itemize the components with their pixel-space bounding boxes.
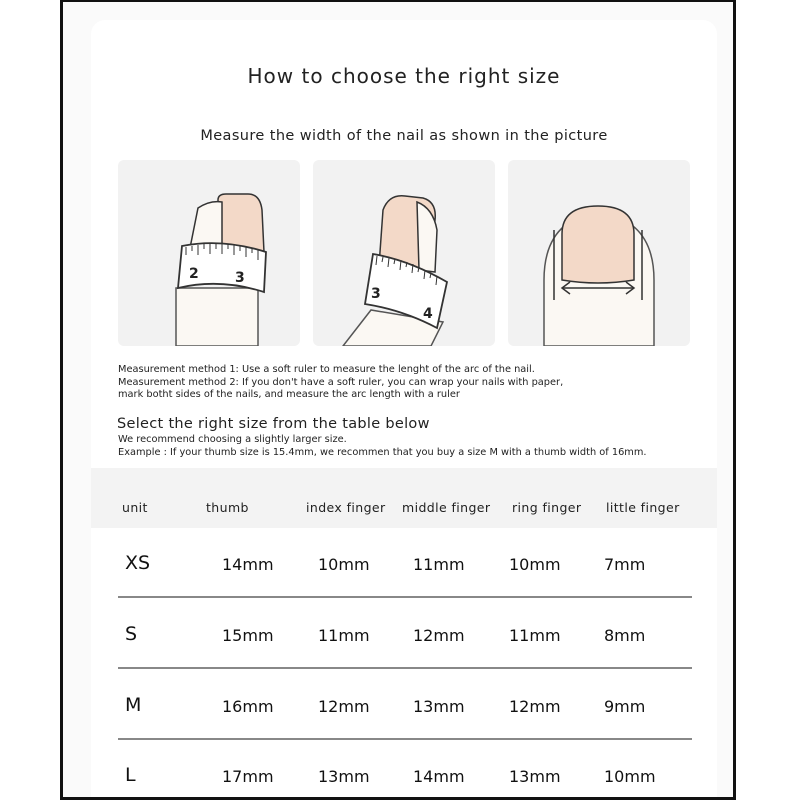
size-label-s: S — [125, 623, 138, 645]
page-title: How to choose the right size — [247, 64, 561, 88]
size-table-header-bg — [91, 468, 717, 528]
table-cell: 12mm — [413, 626, 465, 645]
table-cell: 15mm — [222, 626, 274, 645]
ruler-number-label: 3 — [235, 270, 245, 286]
size-label-l: L — [125, 764, 136, 786]
table-cell: 12mm — [318, 697, 370, 716]
table-cell: 11mm — [413, 555, 465, 574]
page-subtitle: Measure the width of the nail as shown in the picture — [200, 128, 608, 144]
size-label-m: M — [125, 694, 142, 716]
illustration-nail-width — [508, 160, 690, 346]
method-line: Measurement method 2: If you don't have a soft ruler, you can wrap your nails with paper, — [118, 376, 564, 388]
size-label-xs: XS — [125, 552, 151, 574]
size-guide-card — [91, 20, 717, 800]
header-little-finger: little finger — [606, 500, 680, 515]
header-ring-finger: ring finger — [512, 500, 582, 515]
recommendation-text — [118, 434, 647, 459]
table-cell: 14mm — [222, 555, 274, 574]
table-cell: 12mm — [509, 697, 561, 716]
ruler-number-label: 3 — [371, 286, 381, 302]
header-thumb: thumb — [206, 500, 249, 515]
table-cell: 11mm — [509, 626, 561, 645]
page-frame — [60, 0, 736, 800]
illustration-soft-ruler-2 — [313, 160, 495, 346]
table-cell: 10mm — [318, 555, 370, 574]
header-middle-finger: middle finger — [402, 500, 491, 515]
table-cell: 13mm — [509, 767, 561, 786]
table-cell: 16mm — [222, 697, 274, 716]
ruler-number-label: 2 — [189, 266, 199, 282]
table-cell: 9mm — [604, 697, 646, 716]
table-cell: 11mm — [318, 626, 370, 645]
ruler-number-label: 4 — [423, 306, 433, 322]
table-cell: 13mm — [318, 767, 370, 786]
method-line: mark botht sides of the nails, and measure the arc length with a ruler — [118, 389, 460, 400]
row-divider — [118, 738, 692, 740]
recommendation-line: Example : If your thumb size is 15.4mm, we recommen that you buy a size M with a thumb width of 16mm. — [118, 446, 647, 458]
finger-ruler-illustration — [118, 160, 300, 346]
table-cell: 17mm — [222, 767, 274, 786]
table-cell: 10mm — [509, 555, 561, 574]
illustration-soft-ruler-1 — [118, 160, 300, 346]
nail-width-illustration — [508, 160, 690, 346]
header-unit: unit — [122, 500, 148, 515]
row-divider — [118, 667, 692, 669]
table-cell: 10mm — [604, 767, 656, 786]
measurement-methods — [118, 364, 563, 402]
table-cell: 7mm — [604, 555, 646, 574]
row-divider — [118, 596, 692, 598]
recommendation-line: We recommend choosing a slightly larger size. — [118, 434, 347, 445]
table-cell: 13mm — [413, 697, 465, 716]
table-cell: 8mm — [604, 626, 646, 645]
table-cell: 14mm — [413, 767, 465, 786]
method-line: Measurement method 1: Use a soft ruler to measure the lenght of the arc of the nail. — [118, 364, 535, 375]
header-index-finger: index finger — [306, 500, 386, 515]
table-heading: Select the right size from the table below — [117, 416, 430, 432]
finger-ruler-illustration — [313, 160, 495, 346]
